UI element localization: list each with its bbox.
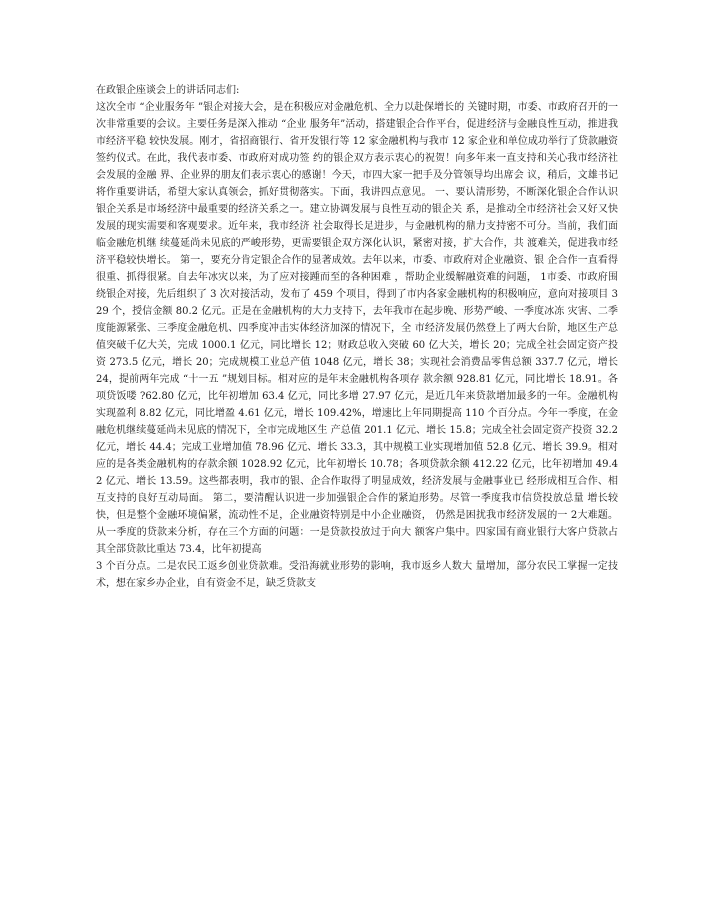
- document-title: 在政银企座谈会上的讲话同志们:: [96, 85, 240, 96]
- document-continuation: 3 个百分点。二是农民工返乡创业贷款难。受沿海就业形势的影响，我市返乡人数大 量增加，部分农民工掌握一定技术，想在家乡办企业，自有资金不足，缺乏贷款支: [96, 561, 618, 589]
- document-body: 这次全市 “企业服务年 ”银企对接大会，是在积极应对金融危机、全力以赴保增长的 关键时期，市委、市政府召开的一次非常重要的会议。主要任务是深入推动 “企业 服务年”活动，搭建银企合作平台，促进经济与金融良性互动，推进我市经济平稳 较快发展。刚才，省招商银行、省开发银行等 12 家金融机构与我市 12 家企业和单位成功举行了贷款融资签约仪式。在此，我代表市委、市政府对成功签 约的银企双方表示衷心的祝贺！向多年来一直支持和关心我市经济社会发展的金融 界、企业界的朋友们表示衷心的感谢！今天，市四大家一把手及分管领导均出席会 议，稍后，文雄书记将作重要讲话，希望大家认真领会，抓好贯彻落实。下面，我讲四点意见。 一、要认清形势，不断深化银企合作认识 银企关系是市场经济中最重要的经济关系之一。建立协调发展与良性互动的银企关 系，是推动全市经济社会又好又快发展的现实需要和客观要求。近年来，我市经济 社会取得长足进步，与金融机构的鼎力支持密不可分。当前，我们面临金融危机继 续蔓延尚未见底的严峻形势，更需要银企双方深化认识，紧密对接，扩大合作，共 渡难关，促进我市经济平稳较快增长。 第一，要充分肯定银企合作的显著成效。去年以来，市委、市政府对企业融资、银 企合作一直看得很重、抓得很紧。自去年冰灾以来，为了应对接踵而至的各种困难 ，帮助企业缓解融资难的问题， 1市委、市政府围绕银企对接，先后组织了 3 次对接活动，发布了 459 个项目，得到了市内各家金融机构的积极响应，意向对接项目 329 个，授信金额 80.2 亿元。正是在金融机构的大力支持下，去年我市在起步晚、形势严峻、一季度冰冻 灾害、二季度能源紧张、三季度金融危机、四季度冲击实体经济加深的情况下，全 市经济发展仍然登上了两大台阶，地区生产总值突破千亿大关，完成 1000.1 亿元，同比增长 12；财政总收入突破 60 亿大关，增长 20；完成全社会固定资产投资 273.5 亿元，增长 20；完成规模工业总产值 1048 亿元，增长 38；实现社会消费品零售总额 337.7 亿元，增长 24，提前两年完成 “十一五 ”规划目标。相对应的是年末金融机构各项存 款余额 928.81 亿元，同比增长 18.91。各项贷饭喽 ?62.80 亿元，比年初增加 63.4 亿元，同比多增 27.97 亿元，是近几年来贷款增加最多的一年。金融机构实现盈利 8.82 亿元，同比增盈 4.61 亿元，增长 109.42%，增速比上年同期提高 110 个百分点。今年一季度，在金融危机继续蔓延尚未见底的情况下，全市完成地区生 产总值 201.1 亿元、增长 15.8；完成全社会固定资产投资 32.2 亿元，增长 44.4；完成工业增加值 78.96 亿元、增长 33.3，其中规模工业实现增加值 52.8 亿元、增长 39.9。相对应的是各类金融机构的存款余额 1028.92 亿元，比年初增长 10.78；各项贷款余额 412.22 亿元，比年初增加 49.42 亿元、增长 13.59。这些都表明，我市的银、企合作取得了明显成效，经济发展与金融事业已 经形成相互合作、相互支持的良好互动局面。 第二，要清醒认识进一步加强银企合作的紧迫形势。尽管一季度我市信贷投放总量 增长较快，但是整个金融环境偏紧，流动性不足，企业融资特别是中小企业融资， 仍然是困扰我市经济发展的一 2大难题。从一季度的贷款来分析，存在三个方面的问题：一是贷款投放过于向大 额客户集中。四家国有商业银行大客户贷款占其全部贷款比重达 73.4，比年初提高: [96, 102, 618, 555]
- document-text: [96, 82, 618, 592]
